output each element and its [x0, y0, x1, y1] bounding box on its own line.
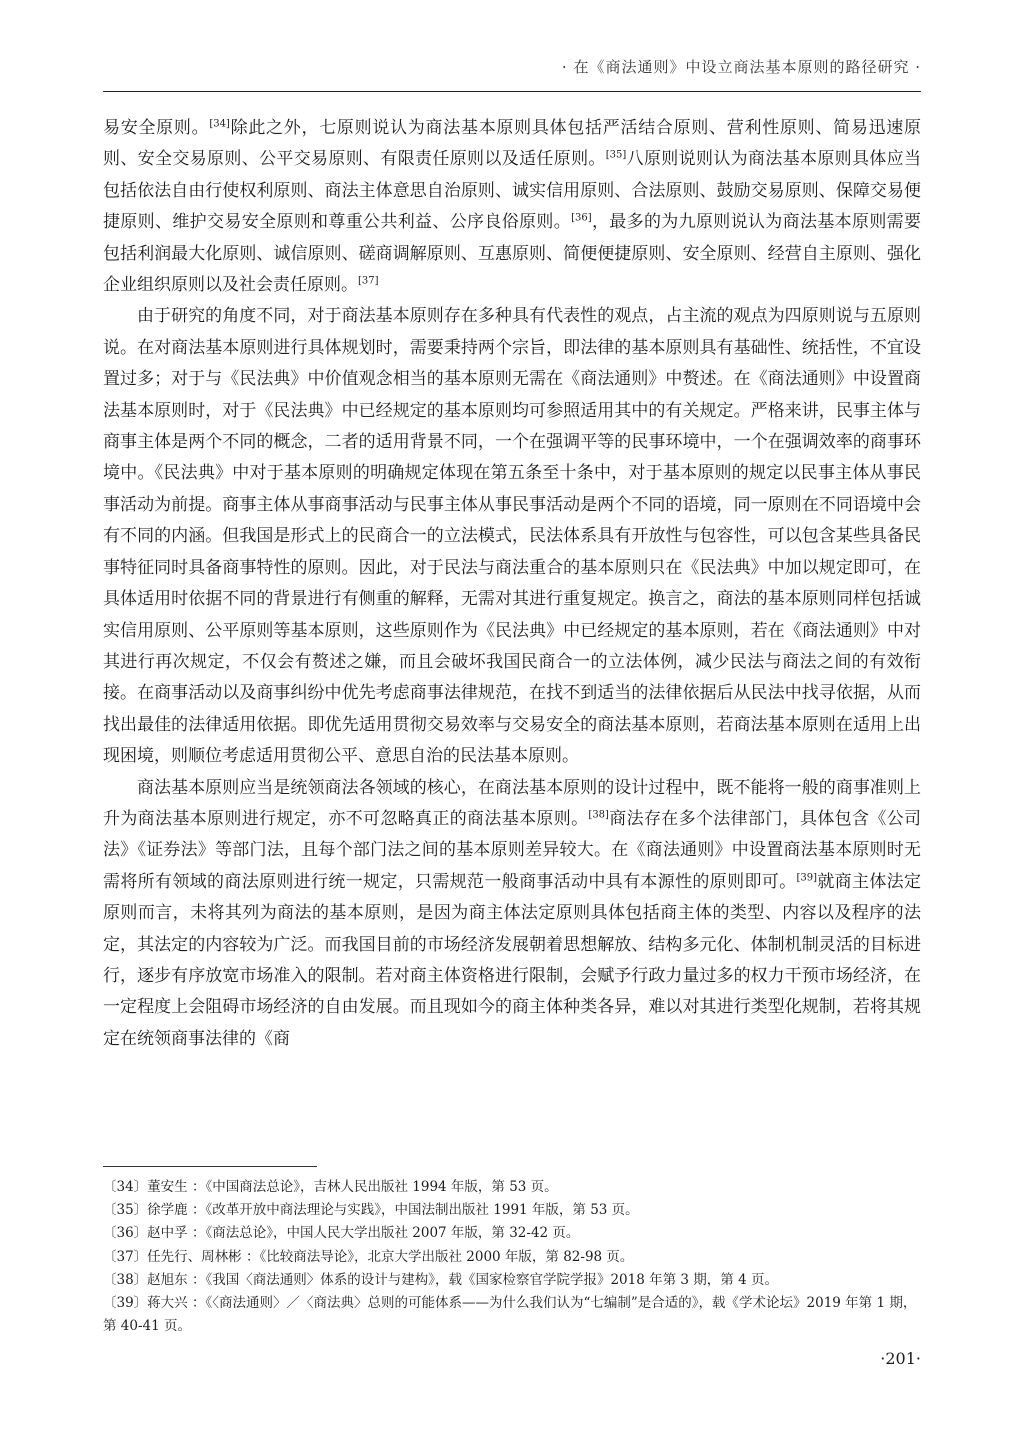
- footnote-reference[interactable]: [38]: [588, 809, 609, 821]
- footnote-item: 〔38〕赵旭东 ：《我国〈商法通则〉体系的设计与建构》，载《国家检察官学院学报》2018 年第 3 期，第 4 页。: [103, 1271, 778, 1288]
- header-rule: [103, 91, 921, 92]
- running-header: · 在《商法通则》中设立商法基本原则的路径研究 ·: [561, 58, 921, 76]
- paragraph-text: ，最多的为九原则说认为商法基本原则需要包括利润最大化原则、诚信原则、磋商调解原则、互惠原则、简便便捷原则、安全原则、经营自主原则、强化企业组织原则以及社会责任原则。: [103, 212, 921, 296]
- footnote-reference[interactable]: [39]: [796, 872, 817, 884]
- paragraph-text: 易安全原则。: [103, 118, 210, 138]
- footnote-rule: [103, 1166, 317, 1167]
- paragraph-text: 八原则说则认为商法基本原则具体应当包括依法自由行使权利原则、商法主体意思自治原则、诚实信用原则、合法原则、鼓励交易原则、保障交易便捷原则、维护交易安全原则和尊重公共利益、公序良俗原则。: [103, 149, 922, 233]
- footnote-item: 〔36〕赵中孚 ：《商法总论》，中国人民大学出版社 2007 年版，第 32-42 页。: [103, 1225, 580, 1242]
- footnotes: [103, 1176, 921, 1338]
- footnote-item: 〔35〕徐学鹿 ：《改革开放中商法理论与实践》，中国法制出版社 1991 年版，第 53 页。: [103, 1202, 639, 1219]
- paragraph-text: 由于研究的角度不同，对于商法基本原则存在多种具有代表性的观点，占主流的观点为四原则说与五原则说。在对商法基本原则进行具体规划时，需要秉持两个宗旨，即法律的基本原则具有基础性、统括性，不宜设置过多；对于与《民法典》中价值观念相当的基本原则无需在《商法通则》中赘述。在《商法通则》中设置商法基本原则时，对于《民法典》中已经规定的基本原则均可参照适用其中的有关规定。严格来讲，民事主体与商事主体是两个不同的概念，二者的适用背景不同，一个在强调平等的民事环境中，一个在强调效率的商事环境中。《民法典》中对于基本原则的明确规定体现在第五条至十条中，对于基本原则的规定以民事主体从事民事活动为前提。商事主体从事商事活动与民事主体从事民事活动是两个不同的语境，同一原则在不同语境中会有不同的内涵。但我国是形式上的民商合一的立法模式，民法体系具有开放性与包容性，可以包含某些具备民事特征同时具备商事特性的原则。因此，对于民法与商法重合的基本原则只在《民法典》中加以规定即可，在具体适用时依据不同的背景进行有侧重的解释，无需对其进行重复规定。换言之，商法的基本原则同样包括诚实信用原则、公平原则等基本原则，这些原则作为《民法典》中已经规定的基本原则，若在《商法通则》中对其进行再次规定，不仅会有赘述之嫌，而且会破坏我国民商合一的立法体例，减少民法与商法之间的有效衔接。在商事活动以及商事纠纷中优先考虑商事法律规范，在找不到适当的法律依据后从民法中找寻依据，从而找出最佳的法律适用依据。即优先适用贯彻交易效率与交易安全的商法基本原则，若商法基本原则在适用上出现困境，则顺位考虑适用贯彻公平、意思自治的民法基本原则。: [103, 306, 921, 767]
- footnote-reference[interactable]: [34]: [209, 118, 230, 130]
- body-text: [103, 113, 921, 1055]
- paragraph-text: 除此之外，七原则说认为商法基本原则具体包括严活结合原则、营利性原则、简易迅速原则、安全交易原则、公平交易原则、有限责任原则以及适任原则。: [103, 118, 922, 170]
- paragraph-text: 就商主体法定原则而言，未将其列为商法的基本原则，是因为商主体法定原则具体包括商主体的类型、内容以及程序的法定，其法定的内容较为广泛。而我国目前的市场经济发展朝着思想解放、结构多元化、体制机制灵活的目标进行，逐步有序放宽市场准入的限制。若对商主体资格进行限制，会赋予行政力量过多的权力干预市场经济，在一定程度上会阻碍市场经济的自由发展。而且现如今的商主体种类各异，难以对其进行类型化规制，若将其规定在统领商事法律的《商: [103, 871, 922, 1049]
- body-paragraph: [103, 113, 921, 301]
- footnote-reference[interactable]: [37]: [358, 275, 379, 287]
- footnote-reference[interactable]: [35]: [605, 149, 627, 161]
- footnote-item: 〔39〕蒋大兴 ：《〈商法通则〉／〈商法典〉总则的可能体系——为什么我们认为“七编制”是合适的》，载《学术论坛》2019 年第 1 期，第 40-41 页。: [103, 1295, 917, 1335]
- body-paragraph: [103, 301, 921, 772]
- paragraph-text: 商法存在多个法律部门，具体包含《公司法》《证券法》等部门法，且每个部门法之间的基本原则差异较大。在《商法通则》中设置商法基本原则时无需将所有领域的商法原则进行统一规定，只需规范一般商事活动中具有本源性的原则即可。: [103, 808, 922, 892]
- footnote-item: 〔34〕董安生 ：《中国商法总论》，吉林人民出版社 1994 年版，第 53 页。: [103, 1179, 558, 1195]
- body-paragraph: [103, 773, 921, 1056]
- footnote-item: 〔37〕任先行、周林彬 ：《比较商法导论》，北京大学出版社 2000 年版，第 82-98 页。: [103, 1248, 634, 1265]
- footnote-reference[interactable]: [36]: [571, 212, 592, 224]
- page-number: ·201·: [880, 1349, 921, 1368]
- paragraph-text: 商法基本原则应当是统领商法各领域的核心，在商法基本原则的设计过程中，既不能将一般的商事准则上升为商法基本原则进行规定，亦不可忽略真正的商法基本原则。: [103, 777, 921, 829]
